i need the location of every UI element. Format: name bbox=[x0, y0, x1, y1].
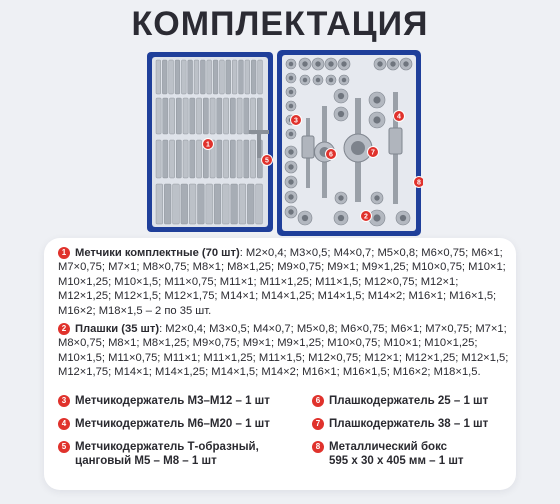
tap bbox=[156, 98, 161, 134]
tap bbox=[257, 98, 262, 134]
die-hole bbox=[289, 132, 294, 137]
tap bbox=[224, 140, 229, 178]
tap bbox=[232, 60, 237, 94]
die-hole bbox=[288, 209, 293, 214]
tap bbox=[164, 184, 171, 224]
tap bbox=[173, 184, 180, 224]
die-hole bbox=[302, 215, 308, 221]
callout-number: 4 bbox=[397, 113, 401, 121]
tap bbox=[224, 98, 229, 134]
item-text: Метчикодержатель М6–М20 – 1 шт bbox=[75, 418, 270, 430]
tap bbox=[181, 60, 186, 94]
tap bbox=[214, 184, 221, 224]
tap bbox=[239, 60, 244, 94]
tap bbox=[217, 98, 222, 134]
die-hole bbox=[390, 61, 395, 66]
tap bbox=[156, 184, 163, 224]
die-hole bbox=[373, 214, 380, 221]
die-hole bbox=[374, 195, 379, 200]
tap bbox=[217, 140, 222, 178]
callout-number: 2 bbox=[364, 213, 368, 221]
tap bbox=[163, 98, 168, 134]
item-text: Плашкодержатель 25 – 1 шт bbox=[329, 395, 489, 407]
die-hole bbox=[377, 61, 382, 66]
item-text: Метчикодержатель М3–М12 – 1 шт bbox=[75, 395, 270, 407]
die-hole bbox=[288, 194, 293, 199]
item-text: Металлический бокс bbox=[329, 441, 448, 453]
dies-paragraph bbox=[58, 322, 510, 380]
tap bbox=[170, 140, 175, 178]
tap bbox=[237, 98, 242, 134]
die-hole bbox=[303, 78, 308, 83]
tap bbox=[183, 98, 188, 134]
callout-number: 8 bbox=[417, 179, 421, 187]
marker-badge: 8 bbox=[312, 441, 324, 453]
tap bbox=[200, 60, 205, 94]
die-hole bbox=[338, 195, 343, 200]
tap bbox=[247, 184, 254, 224]
item-text: Плашкодержатель 38 – 1 шт bbox=[329, 418, 489, 430]
tap bbox=[197, 98, 202, 134]
tap bbox=[237, 140, 242, 178]
tap bbox=[203, 98, 208, 134]
tap bbox=[230, 140, 235, 178]
tap bbox=[188, 60, 193, 94]
tap bbox=[206, 184, 213, 224]
callout-number: 7 bbox=[371, 149, 375, 157]
tap bbox=[162, 60, 167, 94]
die-hole bbox=[315, 61, 320, 66]
item-text: Метчикодержатель Т-образный, bbox=[75, 441, 259, 453]
tap bbox=[183, 140, 188, 178]
tap bbox=[210, 98, 215, 134]
spec-card bbox=[44, 238, 516, 490]
die-hole bbox=[341, 61, 346, 66]
callout-number: 3 bbox=[294, 117, 298, 125]
die-hole bbox=[289, 90, 294, 95]
tap bbox=[176, 140, 181, 178]
die-hole bbox=[316, 78, 321, 83]
item-text-line2: 595 х 30 х 405 мм – 1 шт bbox=[329, 455, 464, 467]
dies-label: Плашки (35 шт) bbox=[75, 323, 160, 335]
tap bbox=[239, 184, 246, 224]
die-hole bbox=[338, 93, 344, 99]
marker-badge: 2 bbox=[58, 323, 70, 335]
tap bbox=[256, 184, 263, 224]
tap bbox=[163, 140, 168, 178]
tap bbox=[197, 140, 202, 178]
die-hole bbox=[373, 96, 380, 103]
tap bbox=[190, 98, 195, 134]
tap bbox=[258, 60, 263, 94]
tap bbox=[156, 60, 161, 94]
die-hole bbox=[288, 149, 293, 154]
die-hole bbox=[289, 76, 294, 81]
marker-badge: 6 bbox=[312, 395, 324, 407]
die-hole bbox=[329, 78, 334, 83]
tap bbox=[245, 60, 250, 94]
marker-badge: 3 bbox=[58, 395, 70, 407]
tap bbox=[230, 98, 235, 134]
die-hole bbox=[289, 104, 294, 109]
tap bbox=[194, 60, 199, 94]
tap bbox=[244, 140, 249, 178]
die-hole bbox=[302, 61, 307, 66]
taps-paragraph bbox=[58, 246, 510, 318]
die-hole bbox=[288, 164, 293, 169]
tap bbox=[169, 60, 174, 94]
tap bbox=[251, 140, 256, 178]
die-hole bbox=[338, 215, 344, 221]
tap bbox=[213, 60, 218, 94]
die-hole bbox=[288, 179, 293, 184]
taps-list: : M2×0,4; M3×0,5; M4×0,7; M5×0,8; M6×0,75; M6×1; M7×0,75; M7×1; M8×0,75; M8×1; M8×1,25; M9×0,75; M9×1; M9×1,25; M10×0,75; M10×1; M10×1,25; M10×1,5; M11×0,75; M11×1; M11×1,25; M11×1,5; M12×0,75; M12×1; M12×1,25; M12×1,5; M12×1,75; M14×1; M14×1,25; M14×1,5; M14×2; M16×1; M16×1,5; M16×2; M18×1,5 – 2 по 35 шт. bbox=[58, 247, 506, 317]
tap bbox=[189, 184, 196, 224]
product-photo bbox=[145, 48, 423, 238]
tap bbox=[170, 98, 175, 134]
marker-badge: 4 bbox=[58, 418, 70, 430]
callout-number: 5 bbox=[265, 157, 269, 165]
taps-label: Метчики комплектные (70 шт) bbox=[75, 247, 240, 259]
tap bbox=[156, 140, 161, 178]
die-hole bbox=[400, 215, 406, 221]
die-hole bbox=[373, 116, 380, 123]
die-hole bbox=[328, 61, 333, 66]
item-text-line2: цанговый М5 – М8 – 1 шт bbox=[75, 455, 217, 467]
die-hole bbox=[342, 78, 347, 83]
dies-list: : M2×0,4; M3×0,5; M4×0,7; M5×0,8; M6×0,75; M6×1; M7×0,75; M7×1; M8×0,75; M8×1; M8×1,25; M9×0,75; M9×1; M9×1,25; M10×0,75; M10×1; M10×1,25; M10×1,5; M11×0,75; M11×1; M11×1,25; M11×1,5; M12×0,75; M12×1; M12×1,25; M12×1,5; M12×1,75; M14×1; M14×1,25; M14×1,5; M14×2; M16×1; M16×1,5; M16×2; M18×1,5. bbox=[58, 323, 509, 379]
marker-badge: 1 bbox=[58, 247, 70, 259]
tap bbox=[251, 98, 256, 134]
tap bbox=[251, 60, 256, 94]
die-hole bbox=[403, 61, 408, 66]
tap bbox=[244, 98, 249, 134]
tap bbox=[176, 98, 181, 134]
tap bbox=[222, 184, 229, 224]
marker-badge: 7 bbox=[312, 418, 324, 430]
die-hole bbox=[289, 62, 294, 67]
tap bbox=[190, 140, 195, 178]
callout-number: 1 bbox=[206, 141, 210, 149]
die-hole bbox=[338, 111, 344, 117]
tap bbox=[175, 60, 180, 94]
tap bbox=[226, 60, 231, 94]
tap bbox=[220, 60, 225, 94]
page-title: КОМПЛЕКТАЦИЯ bbox=[131, 5, 429, 43]
callout-number: 6 bbox=[329, 151, 333, 159]
tap bbox=[181, 184, 188, 224]
tap bbox=[231, 184, 238, 224]
tap bbox=[207, 60, 212, 94]
marker-badge: 5 bbox=[58, 441, 70, 453]
tap bbox=[198, 184, 205, 224]
